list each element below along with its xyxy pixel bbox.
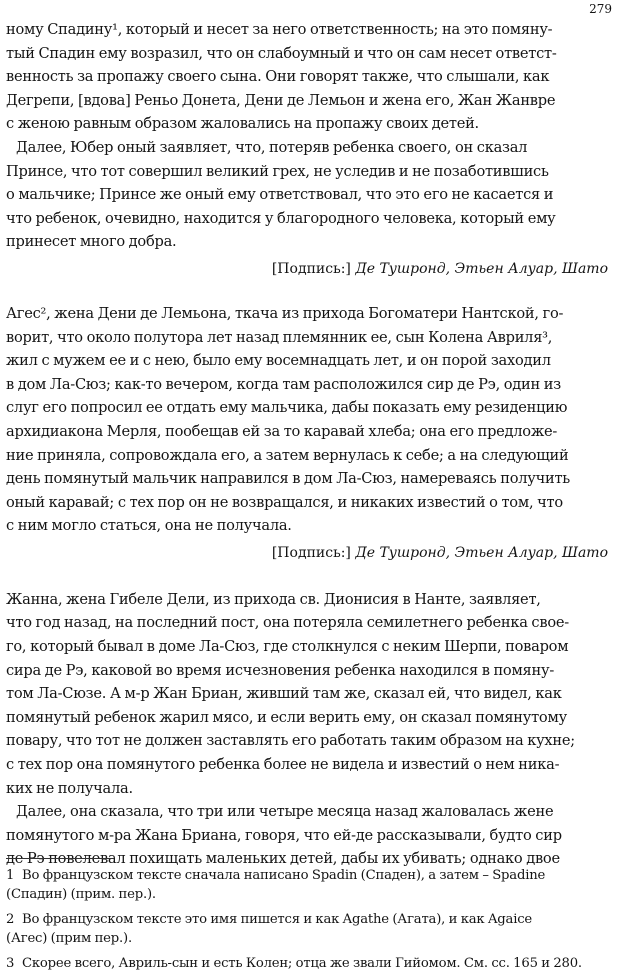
text-line: что ребенок, очевидно, находится у благородного человека, который ему [6,209,556,227]
page-number: 279 [589,2,612,16]
text-line: Жанна, жена Гибеле Дели, из прихода св. Дионисия в Нанте, заявляет, [6,590,541,608]
text-line: ворит, что около полутора лет назад племянник ее, сын Колена Авриля³, [6,328,553,346]
text-line: слуг его попросил ее отдать ему мальчика, дабы показать ему резиденцию [6,399,568,417]
footnote-text: Во французском тексте это имя пишется и как Agathe (Агата), и как Agaice [22,912,532,927]
signature-names: Де Тушронд, Этьен Алуар, Шато [355,544,608,561]
paragraph-2 [6,136,608,254]
text-line: тый Спадин ему возразил, что он слабоумный и что он сам несет ответст- [6,44,557,62]
paragraph-1 [6,18,608,136]
footnote-text: (Агес) (прим пер.). [6,931,132,946]
footnote-text: Скорее всего, Авриль-сын и есть Колен; отца же звали Гийомом. См. сс. 165 и 280. [22,956,582,971]
text-line: повару, что тот не должен заставлять его работать таким образом на кухне; [6,732,575,750]
text-line: в дом Ла-Сюз; как-то вечером, когда там расположился сир де Рэ, один из [6,375,561,393]
text-line: оный каравай; с тех пор он не возвращался, и никаких известий о том, что [6,493,563,511]
footnote-number: 2 [6,912,15,927]
footnote-2 [6,910,610,948]
text-line: жил с мужем ее и с нею, было ему восемнадцать лет, и он порой заходил [6,352,551,370]
footnote-number: 3 [6,956,15,971]
text-line: Дегрепи, [вдова] Реньо Донета, Дени де Лемьон и жена его, Жан Жанвре [6,91,556,109]
signature-label: [Подпись:] [271,544,351,561]
text-line: го, который бывал в доме Ла-Сюз, где столкнулся с неким Шерпи, поваром [6,638,569,656]
text-line: Далее, она сказала, что три или четыре месяца назад жаловалась жене [16,803,554,821]
text-line: Далее, Юбер оный заявляет, что, потеряв ребенка своего, он сказал [16,138,528,156]
signature-label: [Подпись:] [271,260,351,277]
text-line: ких не получала. [6,779,133,797]
footnote-divider [6,858,114,859]
text-line: помянутого м-ра Жана Бриана, говоря, что ей-де рассказывали, будто сир [6,826,562,844]
signature-names: Де Тушронд, Этьен Алуар, Шато [355,260,608,277]
text-line: что год назад, на последний пост, она потеряла семилетнего ребенка свое- [6,614,569,632]
footnote-3 [6,954,610,973]
paragraph-5 [6,800,608,871]
footnote-number: 1 [6,868,15,883]
text-line: Принсе, что тот совершил великий грех, не уследив и не позаботившись [6,162,549,180]
signature-line-2 [6,542,608,564]
paragraph-3 [6,302,608,538]
paragraph-4 [6,588,608,800]
text-line: венность за пропажу своего сына. Они говорят также, что слышали, как [6,68,550,86]
text-line: ние приняла, сопровождала его, а затем вернулась к себе; а на следующий [6,446,569,464]
text-line: день помянутый мальчик направился в дом Ла-Сюз, намереваясь получить [6,470,570,488]
text-line: том Ла-Сюзе. А м-р Жан Бриан, живший там же, сказал ей, что видел, как [6,685,562,703]
text-line: принесет много добра. [6,233,177,251]
footnote-text: (Спадин) (прим. пер.). [6,887,156,902]
text-line: сира де Рэ, каковой во время исчезновения ребенка находился в помяну- [6,661,555,679]
footnotes [6,866,610,979]
signature-line-1 [6,258,608,280]
text-line: Агес², жена Дени де Лемьона, ткача из прихода Богоматери Нантской, го- [6,304,564,322]
document-body [6,18,608,871]
text-line: де Рэ повелевал похищать маленьких детей, дабы их убивать; однако двое [6,850,560,868]
text-line: архидиакона Мерля, пообещав ей за то каравай хлеба; она его предложе- [6,422,558,440]
footnote-1 [6,866,610,904]
text-line: ному Спадину¹, который и несет за него ответственность; на это помяну- [6,21,553,38]
footnote-text: Во французском тексте сначала написано Spadin (Спаден), а затем – Spadine [22,868,546,883]
text-line: с женою равным образом жаловались на пропажу своих детей. [6,115,479,133]
text-line: о мальчике; Принсе же оный ему ответствовал, что это его не касается и [6,186,554,204]
text-line: с ним могло статься, она не получала. [6,517,292,535]
text-line: с тех пор она помянутого ребенка более не видела и известий о нем ника- [6,756,560,774]
text-line: помянутый ребенок жарил мясо, и если верить ему, он сказал помянутому [6,708,567,726]
